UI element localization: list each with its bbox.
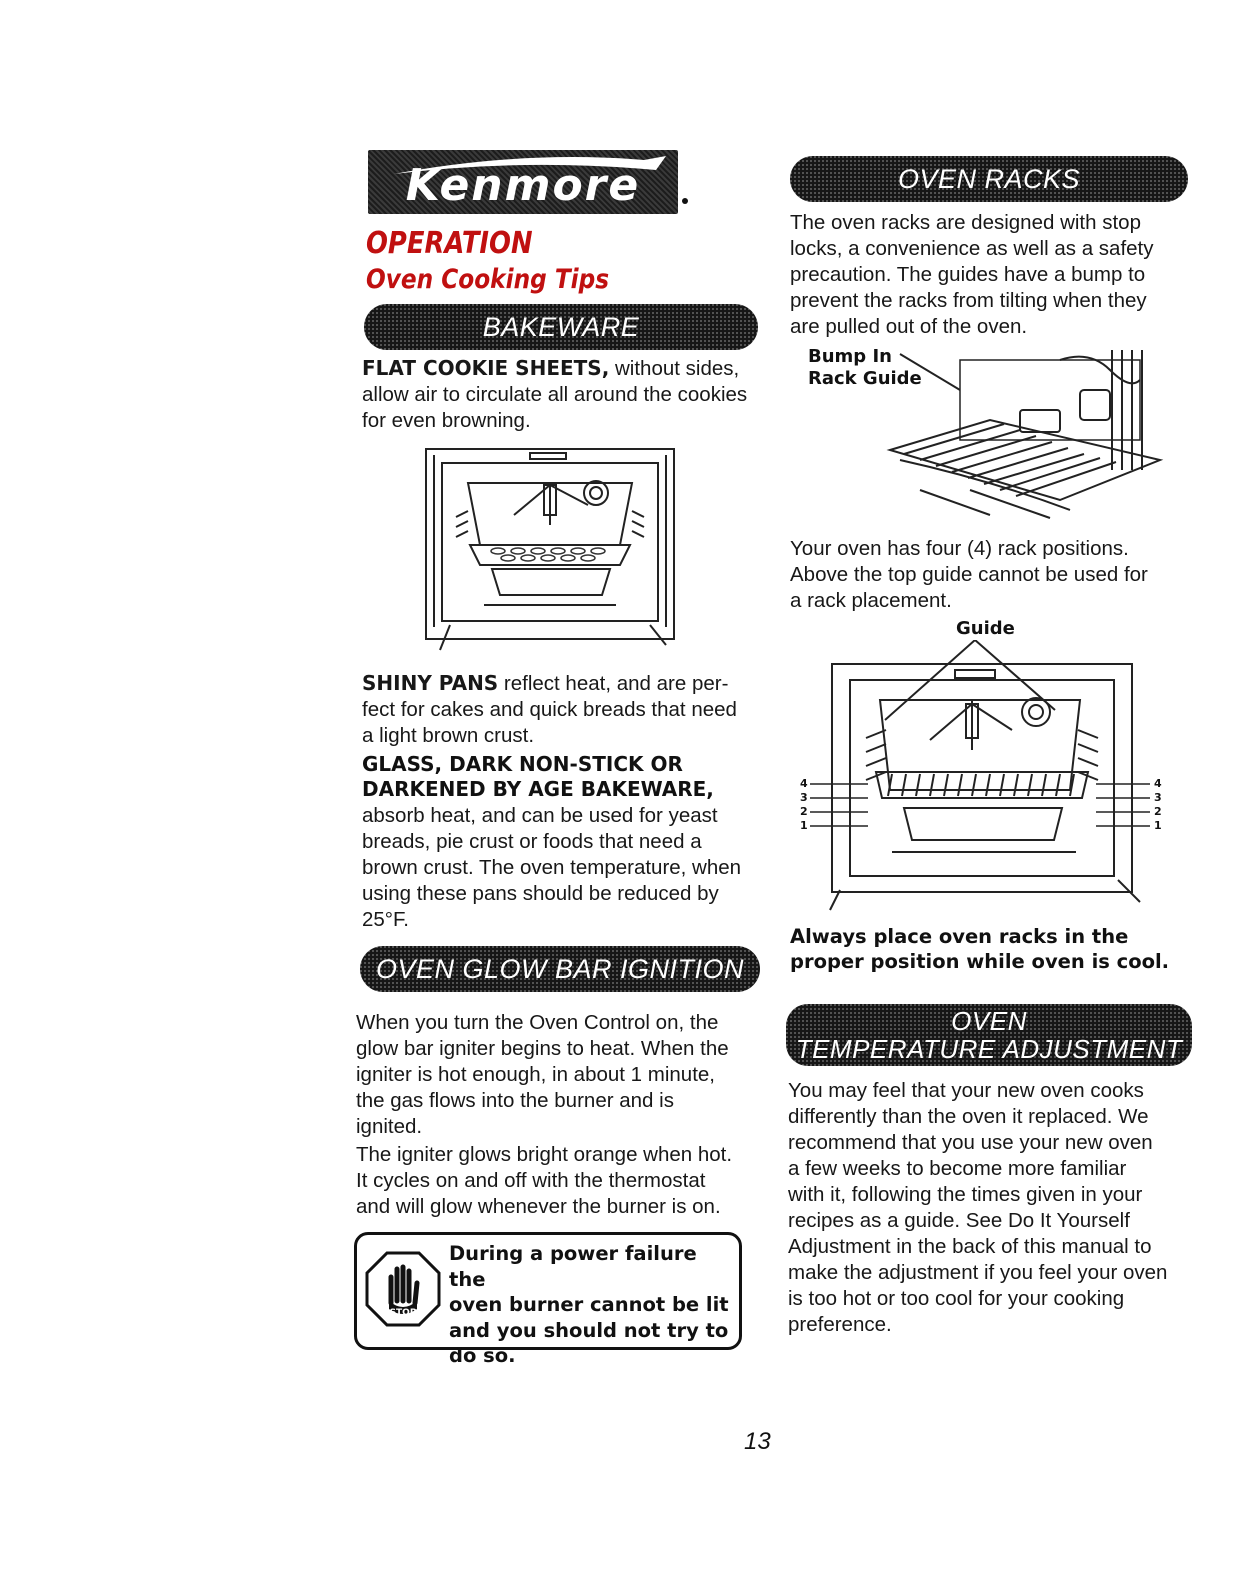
rack-number-left-3: 3 bbox=[800, 791, 808, 804]
shiny-pans-lead: SHINY PANS bbox=[362, 671, 499, 695]
glow-bar-paragraph-2 bbox=[356, 1142, 756, 1220]
warning-text bbox=[449, 1241, 739, 1369]
text-line: with it, following the times given in your bbox=[788, 1183, 1143, 1206]
temperature-adjustment-banner bbox=[786, 1004, 1192, 1066]
logo-registered-dot bbox=[682, 198, 688, 204]
text-line: differently than the oven it replaced. We bbox=[788, 1105, 1149, 1128]
rack-number-right-2: 2 bbox=[1154, 805, 1162, 818]
text-line: proper position while oven is cool. bbox=[790, 950, 1170, 973]
rack-number-right-1: 1 bbox=[1154, 819, 1162, 832]
heading-line: GLASS, DARK NON-STICK OR bbox=[362, 752, 683, 776]
heading-line: DARKENED BY AGE BAKEWARE, bbox=[362, 777, 714, 801]
text-line: recommend that you use your new oven bbox=[788, 1131, 1153, 1154]
text-line: glow bar igniter begins to heat. When the bbox=[356, 1037, 729, 1060]
kenmore-logo bbox=[368, 150, 678, 214]
text-line: fect for cakes and quick breads that need bbox=[362, 698, 737, 721]
rack-number-left-1: 1 bbox=[800, 819, 808, 832]
guide-label: Guide bbox=[956, 618, 1015, 639]
text-line: oven burner cannot be lit bbox=[449, 1293, 729, 1316]
text-line: During a power failure the bbox=[449, 1242, 697, 1291]
text-line: breads, pie crust or foods that need a bbox=[362, 830, 702, 853]
rack-number-left-2: 2 bbox=[800, 805, 808, 818]
flat-sheets-paragraph bbox=[362, 355, 762, 434]
rack-positions-paragraph bbox=[790, 536, 1200, 614]
text-line: precaution. The guides have a bump to bbox=[790, 263, 1146, 286]
oven-rack-positions-illustration bbox=[800, 640, 1170, 915]
rack-guide-illustration bbox=[880, 350, 1170, 520]
text-line: recipes as a guide. See Do It Yourself bbox=[788, 1209, 1130, 1232]
rack-number-right-4: 4 bbox=[1154, 777, 1162, 790]
rack-number-right-3: 3 bbox=[1154, 791, 1162, 804]
oven-racks-banner: OVEN RACKS bbox=[790, 156, 1188, 202]
text-line: Adjustment in the back of this manual to bbox=[788, 1235, 1152, 1258]
label-line: Rack Guide bbox=[808, 368, 922, 389]
flat-sheets-lead: FLAT COOKIE SHEETS, bbox=[362, 356, 610, 380]
oven-cookie-sheet-illustration bbox=[420, 445, 690, 655]
text-line: It cycles on and off with the thermostat bbox=[356, 1169, 706, 1192]
text-line: locks, a convenience as well as a safety bbox=[790, 237, 1154, 260]
glass-bakeware-heading bbox=[362, 752, 762, 802]
text-line: the gas flows into the burner and is bbox=[356, 1089, 674, 1112]
rack-number-left-4: 4 bbox=[800, 777, 808, 790]
text-line: is too hot or too cool for your cooking bbox=[788, 1287, 1125, 1310]
oven-racks-intro bbox=[790, 210, 1200, 340]
banner-line: TEMPERATURE ADJUSTMENT bbox=[795, 1034, 1183, 1064]
logo-wordmark: Kenmore bbox=[405, 160, 641, 211]
stop-hand-icon bbox=[365, 1251, 441, 1327]
text-line: reflect heat, and are per- bbox=[498, 672, 729, 695]
text-line: 25°F. bbox=[362, 908, 409, 931]
glass-bakeware-paragraph bbox=[362, 803, 762, 933]
text-line: and you should not try to bbox=[449, 1318, 729, 1342]
rack-placement-callout bbox=[790, 924, 1210, 974]
stop-label: STOP bbox=[389, 1308, 417, 1318]
text-line: allow air to circulate all around the cookies bbox=[362, 383, 748, 406]
text-line: do so. bbox=[449, 1344, 516, 1367]
text-line: without sides, bbox=[609, 357, 740, 380]
text-line: using these pans should be reduced by bbox=[362, 882, 719, 905]
text-line: igniter is hot enough, in about 1 minute, bbox=[356, 1063, 715, 1086]
label-line: Bump In bbox=[808, 346, 892, 367]
text-line: You may feel that your new oven cooks bbox=[788, 1079, 1144, 1102]
page-subtitle: Oven Cooking Tips bbox=[366, 264, 610, 295]
text-line: and will glow whenever the burner is on. bbox=[356, 1195, 721, 1218]
text-line: Above the top guide cannot be used for bbox=[790, 563, 1148, 586]
text-line: a light brown crust. bbox=[362, 724, 535, 747]
text-line: a rack placement. bbox=[790, 589, 952, 612]
text-line: The oven racks are designed with stop bbox=[790, 211, 1141, 234]
glow-bar-paragraph-1 bbox=[356, 1010, 756, 1140]
text-line: prevent the racks from tilting when they bbox=[790, 289, 1147, 312]
text-line: make the adjustment if you feel your oven bbox=[788, 1261, 1168, 1284]
banner-line: OVEN bbox=[951, 1006, 1027, 1036]
bakeware-banner: BAKEWARE bbox=[364, 304, 758, 350]
text-line: absorb heat, and can be used for yeast bbox=[362, 804, 718, 827]
text-line: are pulled out of the oven. bbox=[790, 315, 1028, 338]
page-title: OPERATION bbox=[366, 226, 533, 261]
text-line: When you turn the Oven Control on, the bbox=[356, 1011, 719, 1034]
text-line: Your oven has four (4) rack positions. bbox=[790, 537, 1129, 560]
text-line: brown crust. The oven temperature, when bbox=[362, 856, 742, 879]
page-number: 13 bbox=[744, 1428, 771, 1455]
text-line: Always place oven racks in the bbox=[790, 925, 1129, 948]
temperature-adjustment-paragraph bbox=[788, 1078, 1198, 1338]
shiny-pans-paragraph bbox=[362, 670, 762, 749]
text-line: a few weeks to become more familiar bbox=[788, 1157, 1127, 1180]
glow-bar-banner: OVEN GLOW BAR IGNITION bbox=[360, 946, 760, 992]
text-line: ignited. bbox=[356, 1115, 423, 1138]
text-line: for even browning. bbox=[362, 409, 531, 432]
power-failure-warning bbox=[354, 1232, 742, 1367]
text-line: preference. bbox=[788, 1313, 892, 1336]
text-line: The igniter glows bright orange when hot. bbox=[356, 1143, 733, 1166]
